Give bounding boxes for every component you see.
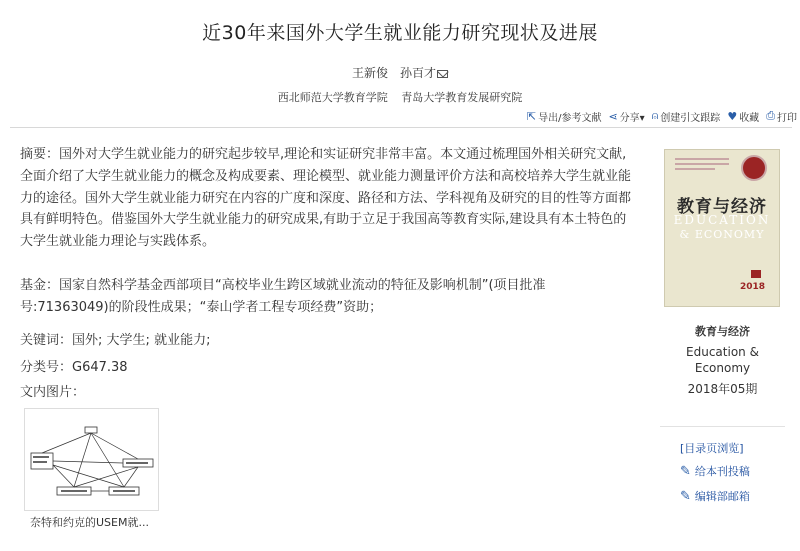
cover-year: 2018 <box>739 282 765 292</box>
classification-number <box>20 356 128 375</box>
journal-name[interactable]: 教育与经济 <box>695 325 750 338</box>
classification-label: 分类号： <box>20 360 73 375</box>
abstract <box>20 144 632 253</box>
keyword-link[interactable]: 国外; <box>72 333 103 348</box>
editor-email-link[interactable]: ✎ 编辑部邮箱 <box>680 488 750 504</box>
affiliation-list <box>0 89 800 105</box>
header-divider <box>10 127 792 128</box>
edit-icon: ✎ <box>680 488 691 504</box>
abstract-text: 国外对大学生就业能力的研究起步较早,理论和实证研究非常丰富。本文通过梳理国外相关研究文献,全面介绍了大学生就业能力的概念及构成要素、理论模型、就业能力测量评价方法和高校培养大学生就业能力的途径。国外大学生就业能力研究在内容的广度和深度、路径和方法、学科视角及研究的目的性等方面都具有鲜明特色。借鉴国外大学生就业能力的研究成果,有助于立足于我国高等教育实际,建设具有本土特色的大学生就业能力理论与实践体系。 <box>20 147 632 250</box>
cover-english-title: & ECONOMY <box>679 228 765 241</box>
heart-icon: ♥ <box>727 109 738 123</box>
bell-icon: ⍝ <box>651 109 659 122</box>
track-citation-button[interactable]: ⍝ 创建引文跟踪 <box>651 109 721 124</box>
journal-name-english[interactable]: Education & Economy <box>686 345 759 375</box>
sidebar-divider <box>660 426 785 427</box>
cover-header-line <box>675 168 715 170</box>
usem-diagram-image <box>25 409 158 510</box>
journal-issue[interactable]: 2018年05期 <box>687 382 758 396</box>
cover-header-line <box>675 163 729 165</box>
journal-cover[interactable] <box>664 149 780 307</box>
cover-issue-mark <box>751 270 761 278</box>
figures-label: 文内图片： <box>20 385 86 400</box>
funding-label: 基金： <box>20 278 60 293</box>
affiliation-link[interactable]: 西北师范大学教育学院 <box>277 91 388 104</box>
keywords <box>20 329 632 348</box>
figure-thumbnail[interactable] <box>24 408 159 511</box>
cover-header <box>665 150 779 188</box>
printer-icon: ⎙ <box>766 109 775 122</box>
classification-value: G647.38 <box>72 360 128 375</box>
funding <box>20 275 632 319</box>
figure-caption[interactable]: 奈特和约克的USEM就... <box>30 516 149 529</box>
cover-header-line <box>675 158 729 160</box>
favorite-button[interactable]: ♥ 收藏 <box>727 109 760 124</box>
article-title: 近30年来国外大学生就业能力研究现状及进展 <box>202 22 598 44</box>
keyword-link[interactable]: 大学生; <box>106 333 150 348</box>
submit-link[interactable]: ✎ 给本刊投稿 <box>680 463 750 479</box>
journal-seal-icon <box>741 155 767 181</box>
share-button[interactable]: ⋖ 分享▾ <box>608 109 645 124</box>
mail-icon[interactable] <box>437 70 448 78</box>
export-button[interactable]: ⇱ 导出/参考文献 <box>526 109 602 124</box>
article-toolbar <box>520 108 797 124</box>
author-list <box>0 64 800 81</box>
pencil-icon: ✎ <box>680 463 691 479</box>
keyword-link[interactable]: 就业能力; <box>154 333 211 348</box>
funding-text[interactable]: 国家自然科学基金西部项目“高校毕业生跨区域就业流动的特征及影响机制”(项目批准号:71363049)的阶段性成果；“泰山学者工程专项经费”资助； <box>20 278 546 315</box>
print-button[interactable]: ⎙ 打印 <box>766 109 797 124</box>
abstract-label: 摘要： <box>20 147 60 162</box>
cover-english-title: EDUCATION <box>673 213 771 227</box>
author-link[interactable]: 孙百才 <box>400 66 448 80</box>
cover-title: 教育与经济 <box>677 197 767 217</box>
export-icon: ⇱ <box>526 109 537 123</box>
toc-browse-link[interactable]: [目录页浏览] <box>680 442 744 455</box>
affiliation-link[interactable]: 青岛大学教育发展研究院 <box>401 91 523 104</box>
keywords-label: 关键词： <box>20 333 73 348</box>
author-link[interactable]: 王新俊 <box>351 66 388 80</box>
share-icon: ⋖ <box>608 109 618 123</box>
